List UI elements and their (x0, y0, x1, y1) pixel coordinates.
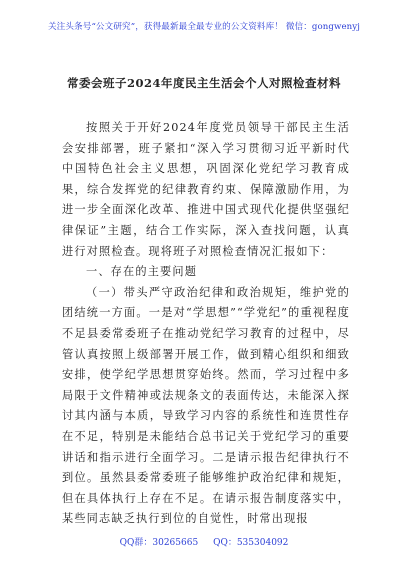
qq-group-text: QQ群：30265665 (119, 538, 199, 548)
promo-banner: 关注头条号“公文研究”，获得最新最全最专业的公文资料库！ 微信：gongwenyj (47, 22, 361, 32)
qq-number-text: QQ：535304092 (213, 538, 289, 548)
intro-paragraph: 按照关于开好2024年度党员领导干部民主生活会安排部署，班子紧扣“深入学习贯彻习近平新时代中国特色社会主义思想，巩固深化党纪学习教育成果，综合发挥党的纪律教育约束、保障激励作用，为进一步全面深化改革、推进中国式现代化提供坚强纪律保证”主题，结合工作实际，深入查找问题，认真进行对照检查。现将班子对照检查情况汇报如下： (62, 121, 350, 258)
footer-contact (0, 535, 408, 548)
document-body (62, 118, 350, 530)
body-paragraph: （一）带头严守政治纪律和政治规矩，维护党的团结统一方面。一是对“学思想”“学党纪”的重视程度不足县委常委班子在推动党纪学习教育的过程中，尽管认真按照上级部署开展工作，做到精心组织和细致安排，使学纪学思想贯穿始终。然而，学习过程中多局限于文件精神或法规条文的表面传达，未能深入探讨其内涵与本质，导致学习内容的系统性和连贯性存在不足，特别是未能结合总书记关于党纪学习的重要讲话和指示进行全面学习。二是请示报告纪律执行不到位。虽然县委常委班子能够维护政治纪律和规矩，但在具体执行上存在不足。在请示报告制度落实中，某些同志缺乏执行到位的自觉性，时常出现报 (62, 285, 350, 526)
document-title: 常委会班子2024年度民主生活会个人对照检查材料 (66, 76, 341, 90)
section-heading: 一、存在的主要问题 (86, 265, 198, 279)
